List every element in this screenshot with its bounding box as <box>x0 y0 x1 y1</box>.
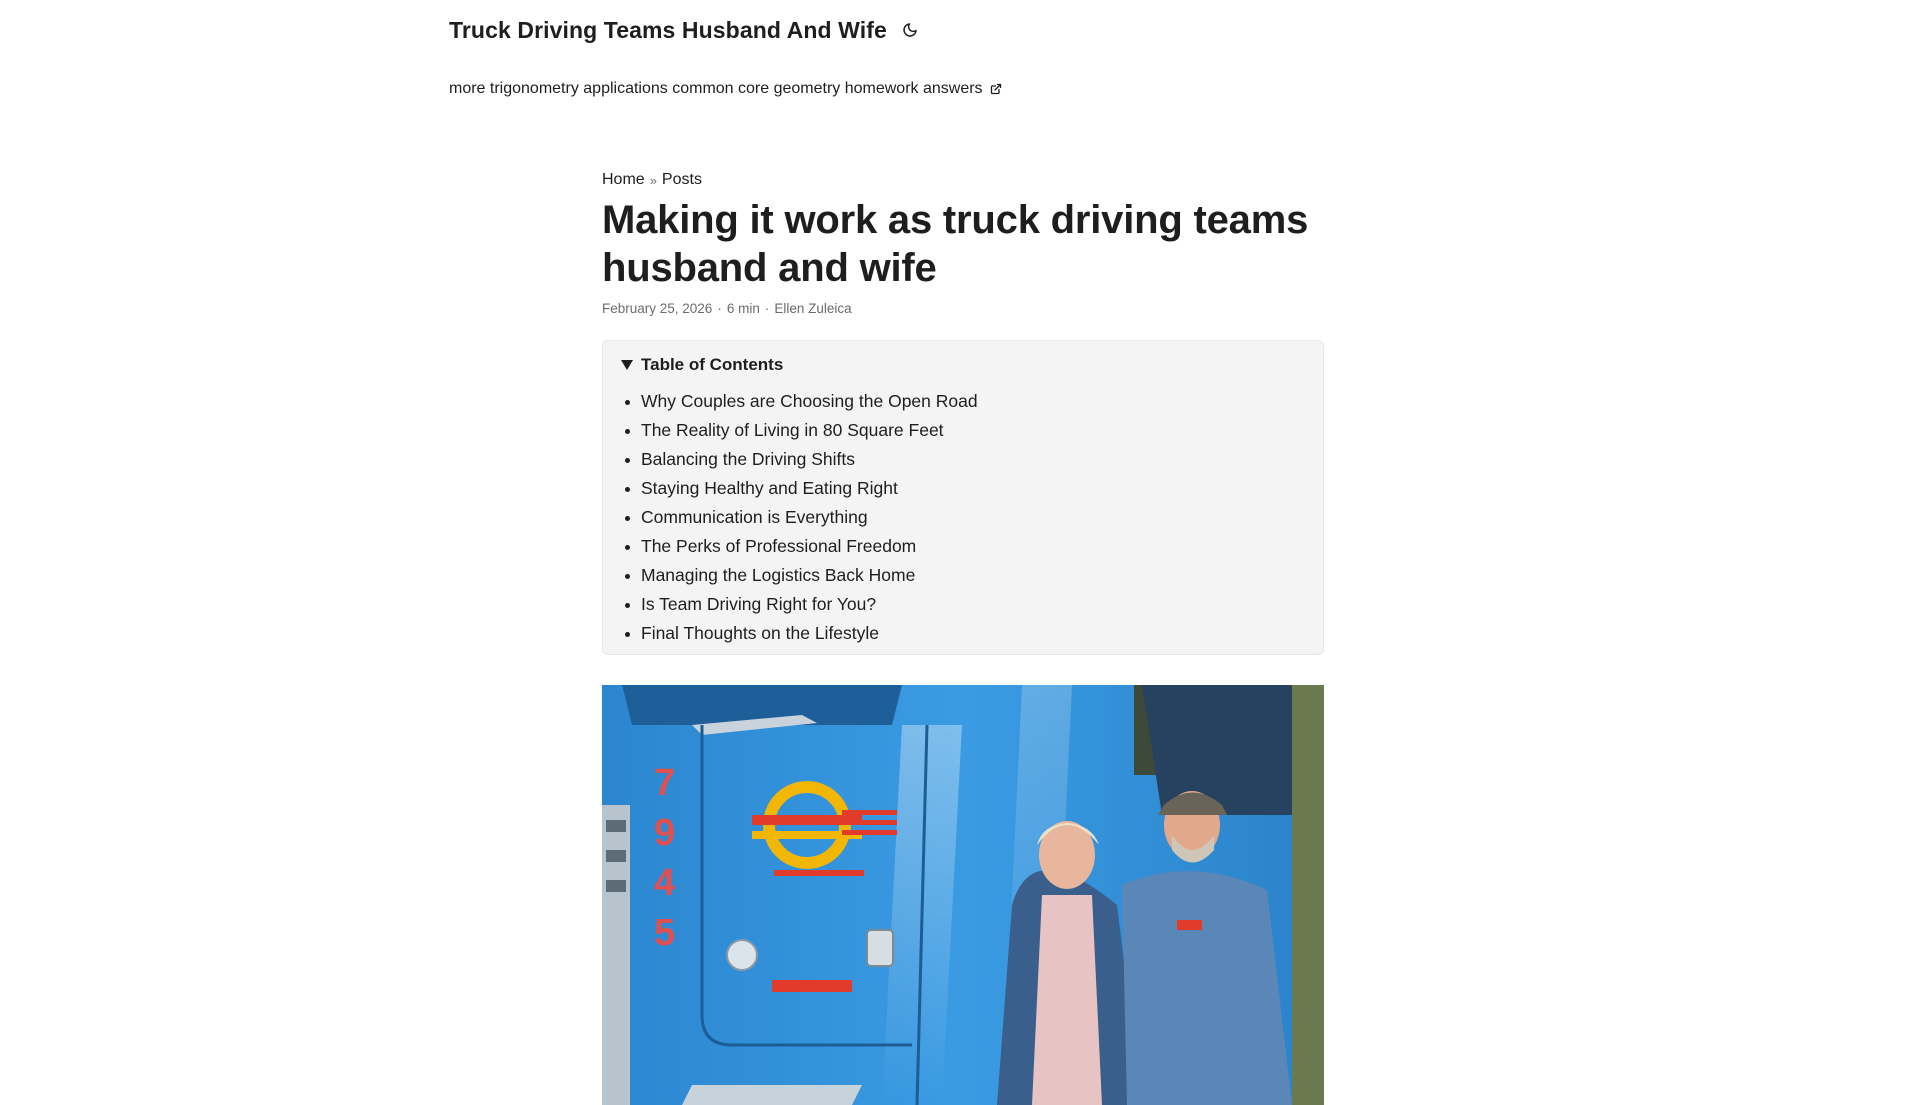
toc-link[interactable]: Is Team Driving Right for You? <box>641 594 877 614</box>
truck-number-digit: 4 <box>654 862 676 904</box>
toc-link[interactable]: Why Couples are Choosing the Open Road <box>641 391 978 411</box>
moon-icon[interactable] <box>899 19 921 41</box>
sleeper-window <box>1142 685 1292 815</box>
background-foliage <box>1292 685 1324 1105</box>
site-menu <box>449 80 1002 98</box>
triangle-down-icon <box>621 360 633 370</box>
list-item <box>641 503 1305 532</box>
toc-link[interactable]: The Reality of Living in 80 Square Feet <box>641 420 944 440</box>
list-item <box>641 416 1305 445</box>
meta-separator: · <box>717 300 722 316</box>
list-item <box>641 387 1305 416</box>
door-sticker <box>727 940 757 970</box>
list-item <box>641 619 1305 648</box>
meta-separator: · <box>764 300 770 316</box>
door-handle <box>867 930 893 966</box>
door-decal <box>772 980 852 992</box>
cab-step <box>682 1085 862 1105</box>
toc-list <box>621 387 1305 648</box>
page-title: Making it work as truck driving teams husband and wife <box>602 198 1309 290</box>
toc-link[interactable]: Balancing the Driving Shifts <box>641 449 855 469</box>
breadcrumb <box>602 168 1324 192</box>
list-item <box>641 474 1305 503</box>
toc-link[interactable]: Communication is Everything <box>641 507 868 527</box>
toc-heading: Table of Contents <box>641 355 784 374</box>
logo-row <box>449 14 921 46</box>
external-link-icon <box>990 83 1002 95</box>
truck-number-digit: 5 <box>654 912 676 954</box>
toc-link[interactable]: Staying Healthy and Eating Right <box>641 478 898 498</box>
list-item <box>641 561 1305 590</box>
table-of-contents <box>602 340 1324 655</box>
list-item <box>641 590 1305 619</box>
cover-illustration <box>602 685 1324 1105</box>
breadcrumb-separator: » <box>649 172 657 188</box>
breadcrumb-posts[interactable]: Posts <box>661 171 702 188</box>
menu-link-homework-answers[interactable]: more trigonometry applications common core geometry homework answers <box>449 80 983 97</box>
toc-link[interactable]: Final Thoughts on the Lifestyle <box>641 623 880 643</box>
post-meta <box>602 298 1324 318</box>
toc-link[interactable]: The Perks of Professional Freedom <box>641 536 917 556</box>
post-date: February 25, 2026 <box>602 300 713 316</box>
breadcrumb-home[interactable]: Home <box>602 171 645 188</box>
toc-toggle[interactable] <box>621 353 1305 377</box>
post-read-time: 6 min <box>726 300 760 316</box>
cover-image <box>602 685 1324 1105</box>
post-author: Ellen Zuleica <box>774 300 852 316</box>
site-header <box>449 0 1471 120</box>
truck-number-digit: 7 <box>654 762 676 804</box>
site-logo-link[interactable]: Truck Driving Teams Husband And Wife <box>449 16 887 43</box>
post-main <box>602 168 1324 1105</box>
truck-number-digit: 9 <box>654 812 676 854</box>
list-item <box>641 532 1305 561</box>
toc-link[interactable]: Managing the Logistics Back Home <box>641 565 916 585</box>
list-item <box>641 445 1305 474</box>
